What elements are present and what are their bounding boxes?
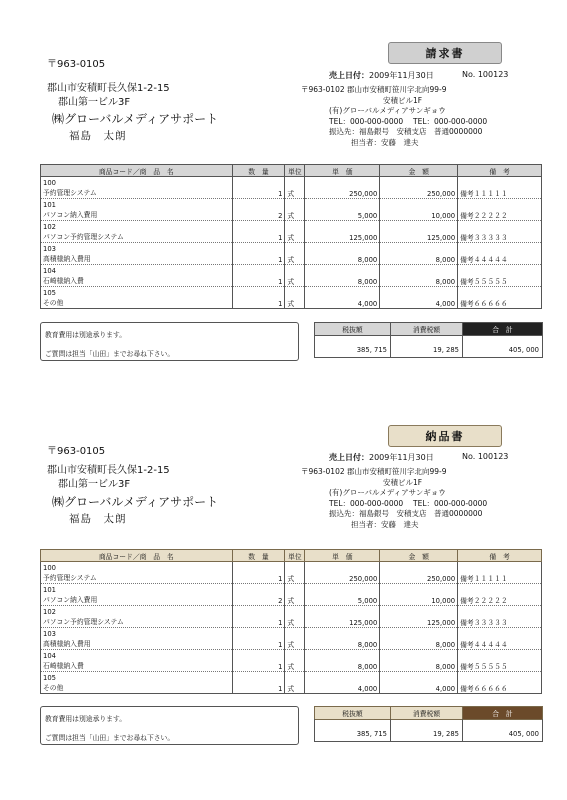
item-code: 100 xyxy=(43,564,56,572)
item-code: 103 xyxy=(43,630,56,638)
issuer-building: 安積ビル1F xyxy=(383,477,423,487)
document-number-label: No. xyxy=(462,452,476,461)
item-unit: 式 xyxy=(285,199,305,221)
issuer-bank: 振込先：福島銀号 安積支店 普通0000000 xyxy=(329,127,483,136)
document-number xyxy=(462,452,508,461)
item-amount: 250,000 xyxy=(380,177,458,199)
item-qty: 1 xyxy=(232,177,285,199)
item-remark: 備考６６６６６ xyxy=(458,672,542,694)
item-cell xyxy=(41,199,233,221)
recipient-person: 福島 太朗 xyxy=(69,513,127,525)
item-qty: 2 xyxy=(232,199,285,221)
item-name: パソコン納入費用 xyxy=(43,211,98,219)
item-code: 104 xyxy=(43,267,56,275)
table-row xyxy=(41,265,542,287)
item-unit: 式 xyxy=(285,243,305,265)
issuer-bank: 振込先：福島銀号 安積支店 普通0000000 xyxy=(329,509,483,518)
item-price: 8,000 xyxy=(305,628,380,650)
item-code: 100 xyxy=(43,179,56,187)
issuer-company: (有)グローバルメディアサンギョウ xyxy=(329,106,446,115)
item-amount: 10,000 xyxy=(380,584,458,606)
tax-label: 消費税額 xyxy=(390,706,463,720)
item-qty: 1 xyxy=(232,562,285,584)
recipient-person: 福島 太朗 xyxy=(69,130,127,142)
item-unit: 式 xyxy=(285,221,305,243)
item-qty: 1 xyxy=(232,628,285,650)
table-row xyxy=(41,672,542,694)
note-line: 教育費用は別途承ります。 xyxy=(45,331,127,339)
document-number-label: No. xyxy=(462,70,476,79)
items-header-row xyxy=(41,165,542,177)
item-code: 105 xyxy=(43,289,56,297)
item-cell xyxy=(41,606,233,628)
item-unit: 式 xyxy=(285,177,305,199)
item-name: 予約管理システム xyxy=(43,189,97,197)
document-title: 納品書 xyxy=(388,425,502,447)
column-header: 単位 xyxy=(285,550,305,562)
recipient-company: ㈱グローバルメディアサポート xyxy=(52,495,219,509)
item-price: 8,000 xyxy=(305,243,380,265)
item-price: 250,000 xyxy=(305,177,380,199)
issuer-phone: TEL：000-000-0000 TEL：000-000-0000 xyxy=(329,116,488,126)
item-unit: 式 xyxy=(285,562,305,584)
column-header: 商品コード／商 品 名 xyxy=(41,550,233,562)
delivery-note-document xyxy=(0,380,567,760)
column-header: 単位 xyxy=(285,165,305,177)
note-line: 教育費用は別途承ります。 xyxy=(45,715,127,723)
item-cell xyxy=(41,650,233,672)
table-row xyxy=(41,177,542,199)
item-price: 8,000 xyxy=(305,265,380,287)
table-row xyxy=(41,562,542,584)
issuer-contact: 担当者：安藤 達夫 xyxy=(351,519,419,529)
table-row xyxy=(41,584,542,606)
item-price: 250,000 xyxy=(305,562,380,584)
item-cell xyxy=(41,243,233,265)
item-unit: 式 xyxy=(285,265,305,287)
item-code: 104 xyxy=(43,652,56,660)
item-qty: 1 xyxy=(232,672,285,694)
subtotal-value: 385, 715 xyxy=(314,719,391,742)
sales-date xyxy=(329,70,434,81)
item-cell xyxy=(41,584,233,606)
item-name: その他 xyxy=(43,299,64,307)
item-remark: 備考１１１１１ xyxy=(458,177,542,199)
issuer-block xyxy=(301,85,487,148)
item-remark: 備考４４４４４ xyxy=(458,628,542,650)
column-header: 備 考 xyxy=(458,165,542,177)
item-qty: 1 xyxy=(232,243,285,265)
item-cell xyxy=(41,672,233,694)
recipient-address-line1: 郡山市安積町長久保1-2-15 xyxy=(47,83,170,94)
item-unit: 式 xyxy=(285,606,305,628)
item-unit: 式 xyxy=(285,584,305,606)
issuer-contact: 担当者：安藤 達夫 xyxy=(351,137,419,147)
item-cell xyxy=(41,265,233,287)
total-value: 405, 000 xyxy=(462,335,543,358)
note-line: ご質問は担当「山田」までお尋ね下さい。 xyxy=(45,734,175,742)
item-amount: 8,000 xyxy=(380,265,458,287)
item-remark: 備考２２２２２ xyxy=(458,199,542,221)
subtotal-label: 税抜額 xyxy=(314,322,391,336)
item-cell xyxy=(41,562,233,584)
sales-date-value: 2009年11月30日 xyxy=(369,453,434,462)
recipient-company: ㈱グローバルメディアサポート xyxy=(52,112,219,126)
item-unit: 式 xyxy=(285,672,305,694)
item-amount: 4,000 xyxy=(380,287,458,309)
items-table xyxy=(40,549,542,694)
issuer-phone: TEL：000-000-0000 TEL：000-000-0000 xyxy=(329,498,488,508)
table-row xyxy=(41,221,542,243)
item-name: 石崎様納入費 xyxy=(43,662,84,670)
document-number xyxy=(462,70,508,79)
item-remark: 備考２２２２２ xyxy=(458,584,542,606)
sales-date-label: 売上日付： xyxy=(329,71,369,80)
table-row xyxy=(41,243,542,265)
issuer-address: 〒963-0102 郡山市安積町笹川字北向99-9 xyxy=(301,467,447,476)
item-price: 8,000 xyxy=(305,650,380,672)
item-amount: 10,000 xyxy=(380,199,458,221)
item-name: パソコン予約管理システム xyxy=(43,233,124,241)
item-price: 125,000 xyxy=(305,606,380,628)
column-header: 金 額 xyxy=(380,165,458,177)
total-label: 合 計 xyxy=(462,322,543,336)
item-amount: 8,000 xyxy=(380,243,458,265)
item-remark: 備考５５５５５ xyxy=(458,650,542,672)
item-price: 5,000 xyxy=(305,584,380,606)
invoice-document xyxy=(0,0,567,380)
item-name: パソコン納入費用 xyxy=(43,596,98,604)
note-line: ご質問は担当「山田」までお尋ね下さい。 xyxy=(45,350,175,358)
item-cell xyxy=(41,628,233,650)
item-code: 105 xyxy=(43,674,56,682)
total-label: 合 計 xyxy=(462,706,543,720)
item-cell xyxy=(41,177,233,199)
sales-date-value: 2009年11月30日 xyxy=(369,71,434,80)
item-amount: 125,000 xyxy=(380,606,458,628)
item-qty: 2 xyxy=(232,584,285,606)
item-amount: 8,000 xyxy=(380,650,458,672)
tax-label: 消費税額 xyxy=(390,322,463,336)
item-qty: 1 xyxy=(232,287,285,309)
item-qty: 1 xyxy=(232,606,285,628)
item-cell xyxy=(41,287,233,309)
column-header: 数 量 xyxy=(232,165,285,177)
tax-value: 19, 285 xyxy=(390,719,463,742)
item-name: 石崎様納入費 xyxy=(43,277,84,285)
item-price: 4,000 xyxy=(305,672,380,694)
item-name: その他 xyxy=(43,684,64,692)
table-row xyxy=(41,628,542,650)
subtotal-value: 385, 715 xyxy=(314,335,391,358)
issuer-address: 〒963-0102 郡山市安積町笹川字北向99-9 xyxy=(301,85,447,94)
column-header: 数 量 xyxy=(232,550,285,562)
column-header: 単 価 xyxy=(305,165,380,177)
notes-box xyxy=(40,322,299,361)
item-code: 102 xyxy=(43,223,56,231)
item-qty: 1 xyxy=(232,265,285,287)
item-unit: 式 xyxy=(285,628,305,650)
item-remark: 備考３３３３３ xyxy=(458,606,542,628)
item-qty: 1 xyxy=(232,221,285,243)
item-remark: 備考１１１１１ xyxy=(458,562,542,584)
item-unit: 式 xyxy=(285,650,305,672)
item-name: 高積様納入費用 xyxy=(43,255,91,263)
item-remark: 備考４４４４４ xyxy=(458,243,542,265)
subtotal-label: 税抜額 xyxy=(314,706,391,720)
item-price: 5,000 xyxy=(305,199,380,221)
recipient-postal-code: 〒963-0105 xyxy=(47,446,106,457)
item-unit: 式 xyxy=(285,287,305,309)
item-code: 103 xyxy=(43,245,56,253)
item-code: 102 xyxy=(43,608,56,616)
recipient-address-line2: 郡山第一ビル3F xyxy=(58,97,131,108)
recipient-postal-code: 〒963-0105 xyxy=(47,59,106,70)
item-remark: 備考５５５５５ xyxy=(458,265,542,287)
sales-date-label: 売上日付： xyxy=(329,453,369,462)
table-row xyxy=(41,287,542,309)
items-table xyxy=(40,164,542,309)
item-code: 101 xyxy=(43,201,56,209)
document-title: 請求書 xyxy=(388,42,502,64)
recipient-address-line1: 郡山市安積町長久保1-2-15 xyxy=(47,465,170,476)
column-header: 備 考 xyxy=(458,550,542,562)
item-amount: 250,000 xyxy=(380,562,458,584)
document-number-value: 100123 xyxy=(477,452,509,461)
column-header: 単 価 xyxy=(305,550,380,562)
tax-value: 19, 285 xyxy=(390,335,463,358)
column-header: 商品コード／商 品 名 xyxy=(41,165,233,177)
item-amount: 8,000 xyxy=(380,628,458,650)
recipient-address-line2: 郡山第一ビル3F xyxy=(58,479,131,490)
total-value: 405, 000 xyxy=(462,719,543,742)
table-row xyxy=(41,199,542,221)
issuer-company: (有)グローバルメディアサンギョウ xyxy=(329,488,446,497)
item-remark: 備考３３３３３ xyxy=(458,221,542,243)
item-amount: 4,000 xyxy=(380,672,458,694)
sales-date xyxy=(329,452,434,463)
issuer-block xyxy=(301,467,487,530)
item-price: 125,000 xyxy=(305,221,380,243)
issuer-building: 安積ビル1F xyxy=(383,95,423,105)
item-cell xyxy=(41,221,233,243)
table-row xyxy=(41,606,542,628)
item-qty: 1 xyxy=(232,650,285,672)
item-name: 高積様納入費用 xyxy=(43,640,91,648)
column-header: 金 額 xyxy=(380,550,458,562)
item-name: 予約管理システム xyxy=(43,574,97,582)
notes-box xyxy=(40,706,299,745)
item-remark: 備考６６６６６ xyxy=(458,287,542,309)
document-number-value: 100123 xyxy=(477,70,509,79)
item-amount: 125,000 xyxy=(380,221,458,243)
items-header-row xyxy=(41,550,542,562)
item-code: 101 xyxy=(43,586,56,594)
table-row xyxy=(41,650,542,672)
item-price: 4,000 xyxy=(305,287,380,309)
item-name: パソコン予約管理システム xyxy=(43,618,124,626)
